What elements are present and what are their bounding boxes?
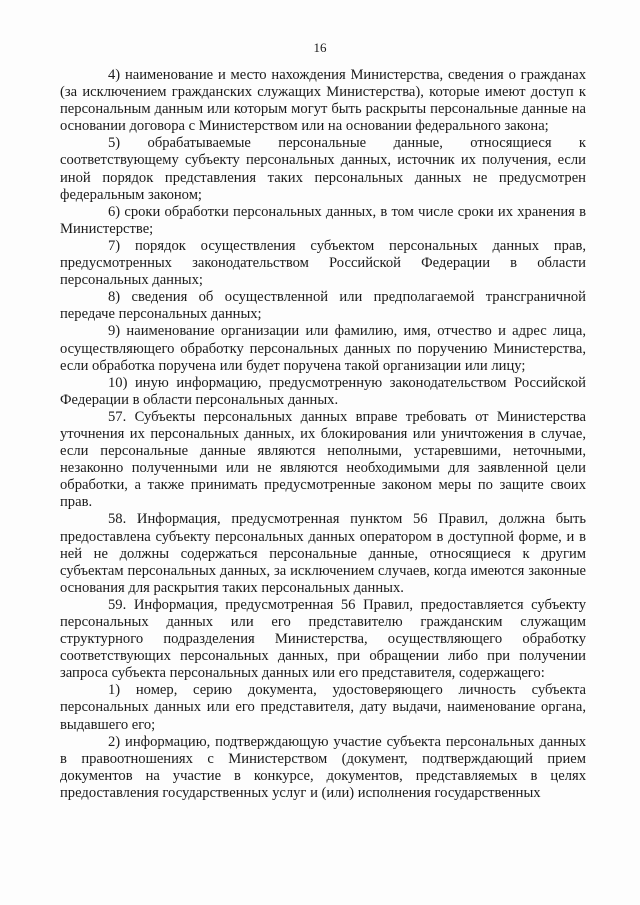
- paragraph-item-8: 8) сведения об осуществленной или предполагаемой трансграничной передаче персональных данных;: [60, 289, 586, 323]
- paragraph-clause-57: 57. Субъекты персональных данных вправе требовать от Министерства уточнения их персональных данных, их блокирования или уничтожения в случае, если персональные данные являются неполными, устаревшими, неточными, незаконно полученными или не являются необходимыми для заявленной цели обработки, а также принимать предусмотренные законом меры по защите своих прав.: [60, 408, 586, 511]
- paragraph-item-10: 10) иную информацию, предусмотренную законодательством Российской Федерации в области персональных данных.: [60, 374, 586, 408]
- paragraph-item-9: 9) наименование организации или фамилию, имя, отчество и адрес лица, осуществляющего обработку персональных данных по поручению Министерства, если обработка поручена или будет поручена такой организации или лицу;: [60, 323, 586, 374]
- paragraph-clause-59: 59. Информация, предусмотренная 56 Правил, предоставляется субъекту персональных данных или его представителю гражданским служащим структурного подразделения Министерства, осуществляющего обработку соответствующих персональных данных, при обращении либо при получении запроса субъекта персональных данных или его представителя, содержащего:: [60, 596, 586, 682]
- paragraph-clause-58: 58. Информация, предусмотренная пунктом 56 Правил, должна быть предоставлена субъекту персональных данных оператором в доступной форме, и в ней не должны содержаться персональные данные, относящиеся к другим субъектам персональных данных, за исключением случаев, когда имеются законные основания для раскрытия таких персональных данных.: [60, 511, 586, 596]
- paragraph-subitem-1: 1) номер, серию документа, удостоверяющего личность субъекта персональных данных или его представителя, дату выдачи, наименование органа, выдавшего его;: [60, 682, 586, 733]
- paragraph-item-5: 5) обрабатываемые персональные данные, относящиеся к соответствующему субъекту персональных данных, источник их получения, если иной порядок представления таких персональных данных не предусмотрен федеральным законом;: [60, 135, 586, 203]
- paragraph-subitem-2: 2) информацию, подтверждающую участие субъекта персональных данных в правоотношениях с Министерством (документ, подтверждающий прием документов на участие в конкурсе, документов, представляемых в целях предоставления государственных услуг и (или) исполнения государственных: [60, 733, 586, 801]
- paragraph-item-4: 4) наименование и место нахождения Министерства, сведения о гражданах (за исключением гражданских служащих Министерства), которые имеют доступ к персональным данным или которым могут быть раскрыты персональные данные на основании договора с Министерством или на основании федерального закона;: [60, 67, 586, 135]
- document-body: [60, 67, 586, 802]
- paragraph-item-6: 6) сроки обработки персональных данных, в том числе сроки их хранения в Министерстве;: [60, 203, 586, 237]
- page-number: 16: [313, 40, 327, 55]
- paragraph-item-7: 7) порядок осуществления субъектом персональных данных прав, предусмотренных законодательством Российской Федерации в области персональных данных;: [60, 237, 586, 289]
